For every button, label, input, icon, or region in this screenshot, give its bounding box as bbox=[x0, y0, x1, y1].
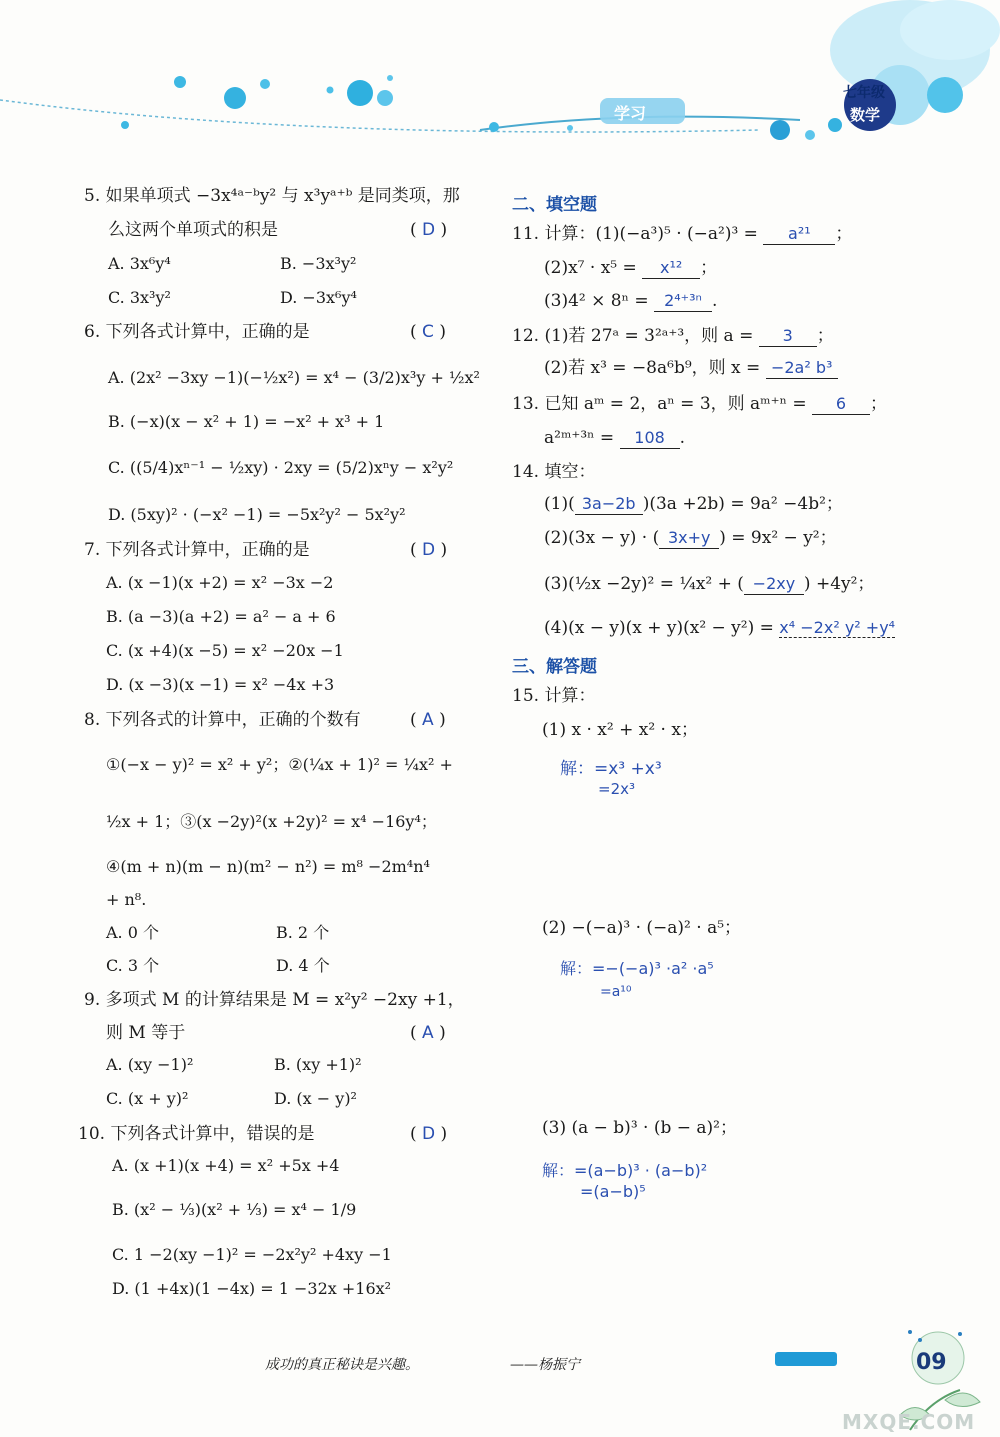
q14-stem: 14. 填空： bbox=[512, 462, 596, 482]
q13-answer-2: 108 bbox=[620, 428, 680, 449]
q14-line1: (1)( 3a−2b )(3a +2b) = 9a² −4b²； bbox=[544, 494, 843, 514]
header-badge-subject: 数学 bbox=[850, 106, 881, 124]
q6-option-a: A. (2x² −3xy −1)(−½x²) = x⁴ − (3/2)x³y + ½x² bbox=[108, 368, 480, 387]
q14-line4: (4)(x − y)(x + y)(x² − y²) = x⁴ −2x² y² +y⁴ bbox=[544, 618, 896, 638]
q9-line2: 则 M 等于 bbox=[106, 1023, 186, 1043]
q11-answer-1: a²¹ bbox=[763, 224, 835, 245]
q5-option-c: C. 3x³y² bbox=[108, 288, 171, 307]
q13-answer-1: 6 bbox=[812, 394, 870, 415]
q9-line1: 9. 多项式 M 的计算结果是 M = x²y² −2xy +1， bbox=[84, 990, 465, 1010]
q11-line1: 11. 计算：(1)(−a³)⁵ · (−a²)³ = a²¹ ； bbox=[512, 224, 853, 244]
q11-line2: (2)x⁷ · x⁵ = x¹² ； bbox=[544, 258, 718, 278]
watermark: MXQE.COM bbox=[842, 1410, 976, 1434]
q14-answer-3: −2xy bbox=[744, 574, 804, 595]
q6-stem: 6. 下列各式计算中，正确的是 bbox=[84, 322, 310, 342]
q8-stem: 8. 下列各式的计算中，正确的个数有 bbox=[84, 710, 361, 730]
q9-option-c: C. (x + y)² bbox=[106, 1089, 189, 1108]
q5-line2: 么这两个单项式的积是 bbox=[108, 220, 278, 240]
q15-solution-3a: 解：=(a−b)³ · (a−b)² bbox=[542, 1161, 708, 1180]
q8-option-d: D. 4 个 bbox=[276, 956, 330, 975]
q5-option-d: D. −3x⁶y⁴ bbox=[280, 288, 357, 307]
q8-line1: ①(−x − y)² = x² + y²；②(¼x + 1)² = ¼x² + bbox=[106, 755, 453, 774]
q9-option-b: B. (xy +1)² bbox=[274, 1055, 362, 1074]
q14-line3: (3)(½x −2y)² = ¼x² + ( −2xy ) +4y²； bbox=[544, 574, 875, 594]
q15-solution-1b: =2x³ bbox=[598, 780, 636, 798]
q6-option-c: C. ((5/4)xⁿ⁻¹ − ½xy) · 2xy = (5/2)xⁿy − x²y² bbox=[108, 458, 454, 477]
q15-part-3: (3) (a − b)³ · (b − a)²； bbox=[542, 1118, 737, 1138]
q12-answer-1: 3 bbox=[759, 326, 817, 347]
q8-line3: ④(m + n)(m − n)(m² − n²) = m⁸ −2m⁴n⁴ bbox=[106, 857, 430, 876]
q6-option-b: B. (−x)(x − x² + 1) = −x² + x³ + 1 bbox=[108, 412, 385, 431]
q9-option-a: A. (xy −1)² bbox=[106, 1055, 194, 1074]
q5-line1: 5. 如果单项式 −3x⁴ᵃ⁻ᵇy² 与 x³yᵃ⁺ᵇ 是同类项，那 bbox=[84, 186, 460, 206]
q7-option-d: D. (x −3)(x −1) = x² −4x +3 bbox=[106, 675, 335, 694]
q8-option-b: B. 2 个 bbox=[276, 923, 330, 942]
q14-line2: (2)(3x − y) · ( 3x+y ) = 9x² − y²； bbox=[544, 528, 837, 548]
q5-option-a: A. 3x⁶y⁴ bbox=[108, 254, 171, 273]
q10-answer: ( D ) bbox=[410, 1124, 448, 1144]
q12-line2: (2)若 x³ = −8a⁶b⁹，则 x = −2a² b³ bbox=[544, 358, 838, 379]
q8-line4: + n⁸. bbox=[106, 890, 147, 909]
q15-solution-3b: =(a−b)⁵ bbox=[580, 1182, 646, 1201]
q6-option-d: D. (5xy)² · (−x² −1) = −5x²y² − 5x²y² bbox=[108, 505, 406, 524]
q7-option-a: A. (x −1)(x +2) = x² −3x −2 bbox=[106, 573, 334, 592]
q9-option-d: D. (x − y)² bbox=[274, 1089, 357, 1108]
q15-solution-2b: =a¹⁰ bbox=[600, 984, 632, 1000]
page-number: 09 bbox=[916, 1350, 947, 1375]
q12-answer-2: −2a² b³ bbox=[766, 358, 838, 379]
q7-option-b: B. (a −3)(a +2) = a² − a + 6 bbox=[106, 607, 336, 626]
q6-answer: ( C ) bbox=[410, 322, 446, 342]
q7-answer: ( D ) bbox=[410, 540, 448, 560]
header-decoration bbox=[0, 0, 1000, 150]
q8-option-a: A. 0 个 bbox=[106, 923, 159, 942]
q15-part-2: (2) −(−a)³ · (−a)² · a⁵； bbox=[542, 918, 742, 938]
q15-stem: 15. 计算： bbox=[512, 686, 596, 706]
q11-answer-3: 2⁴⁺³ⁿ bbox=[654, 291, 712, 312]
footer-author: ——杨振宁 bbox=[510, 1357, 580, 1373]
q13-line2: a²ᵐ⁺³ⁿ = 108 . bbox=[544, 428, 685, 448]
q15-solution-2a: 解：=−(−a)³ ·a² ·a⁵ bbox=[560, 959, 714, 978]
q10-option-a: A. (x +1)(x +4) = x² +5x +4 bbox=[112, 1156, 340, 1175]
q8-line2: ½x + 1；③(x −2y)²(x +2y)² = x⁴ −16y⁴； bbox=[106, 812, 437, 831]
footer-quote: 成功的真正秘诀是兴趣。 bbox=[265, 1357, 419, 1373]
header-badge-grade: 七年级 bbox=[843, 85, 885, 101]
section-fill-in: 二、填空题 bbox=[512, 195, 597, 215]
q10-option-c: C. 1 −2(xy −1)² = −2x²y² +4xy −1 bbox=[112, 1245, 392, 1264]
q14-answer-2: 3x+y bbox=[659, 528, 719, 549]
section-answer: 三、解答题 bbox=[512, 657, 597, 677]
q11-answer-2: x¹² bbox=[642, 258, 700, 279]
q13-line1: 13. 已知 aᵐ = 2，aⁿ = 3，则 aᵐ⁺ⁿ = 6 ； bbox=[512, 394, 887, 414]
q10-option-b: B. (x² − ⅓)(x² + ⅓) = x⁴ − 1/9 bbox=[112, 1200, 357, 1219]
q5-option-b: B. −3x³y² bbox=[280, 254, 357, 273]
q5-answer: ( D ) bbox=[410, 220, 448, 240]
q15-part-1: (1) x · x² + x² · x； bbox=[542, 720, 698, 740]
q7-stem: 7. 下列各式计算中，正确的是 bbox=[84, 540, 310, 560]
q9-answer: ( A ) bbox=[410, 1023, 446, 1043]
q14-answer-4: x⁴ −2x² y² +y⁴ bbox=[779, 618, 896, 637]
q11-line3: (3)4² × 8ⁿ = 2⁴⁺³ⁿ . bbox=[544, 291, 718, 311]
header-badge-tag: 学习 bbox=[614, 104, 647, 123]
q12-line1: 12. (1)若 27ᵃ = 3²ᵃ⁺³，则 a = 3 ； bbox=[512, 326, 834, 346]
q8-answer: ( A ) bbox=[410, 710, 446, 730]
q15-solution-1a: 解：=x³ +x³ bbox=[560, 759, 662, 779]
q10-stem: 10. 下列各式计算中，错误的是 bbox=[78, 1124, 315, 1144]
q8-option-c: C. 3 个 bbox=[106, 956, 160, 975]
q14-answer-1: 3a−2b bbox=[575, 494, 643, 515]
q7-option-c: C. (x +4)(x −5) = x² −20x −1 bbox=[106, 641, 344, 660]
q10-option-d: D. (1 +4x)(1 −4x) = 1 −32x +16x² bbox=[112, 1279, 392, 1298]
